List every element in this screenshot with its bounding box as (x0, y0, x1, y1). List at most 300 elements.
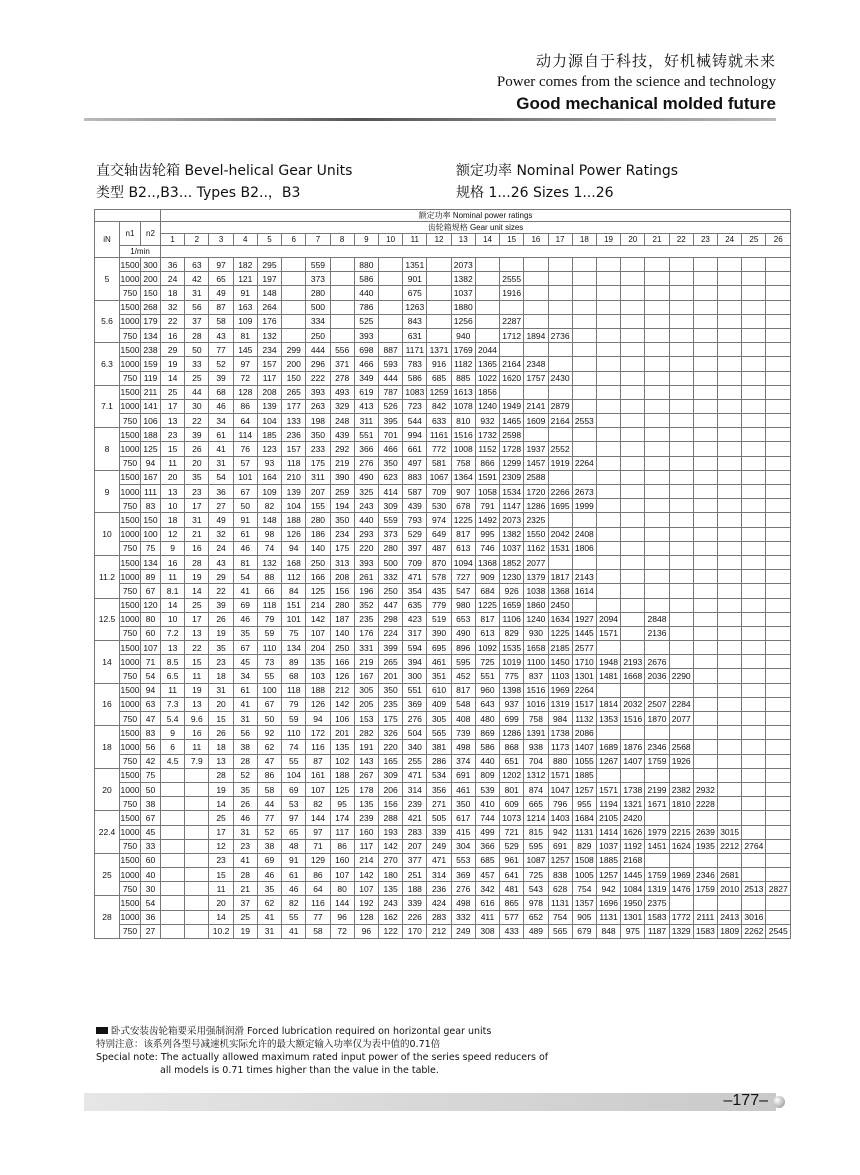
power-cell: 2264 (572, 683, 596, 697)
power-cell (596, 300, 620, 314)
power-cell: 14 (209, 797, 233, 811)
power-cell (621, 598, 645, 612)
power-cell: 909 (475, 570, 499, 584)
power-cell: 11 (161, 570, 185, 584)
n1-cell: 1500 (120, 470, 141, 484)
power-cell: 72 (233, 371, 257, 385)
power-cell: 885 (451, 371, 475, 385)
power-cell: 61 (282, 868, 306, 882)
power-cell: 299 (282, 343, 306, 357)
power-cell: 188 (330, 768, 354, 782)
power-cell (742, 896, 766, 910)
power-cell: 665 (524, 797, 548, 811)
power-cell: 168 (282, 555, 306, 569)
power-cell (742, 314, 766, 328)
power-cell (645, 768, 669, 782)
power-cell: 25 (161, 385, 185, 399)
power-cell: 233 (306, 442, 330, 456)
power-cell: 2827 (766, 882, 791, 896)
power-cell: 2598 (500, 428, 524, 442)
power-cell (621, 541, 645, 555)
n2-cell: 63 (141, 697, 161, 711)
power-cell: 1407 (621, 754, 645, 768)
power-cell (718, 371, 742, 385)
power-cell (645, 428, 669, 442)
power-cell: 1286 (524, 499, 548, 513)
power-cell: 47 (257, 754, 281, 768)
power-cell (669, 626, 693, 640)
size-header: 15 (500, 234, 524, 246)
power-cell: 122 (378, 924, 402, 938)
power-cell: 2382 (669, 782, 693, 796)
power-cell: 2094 (596, 612, 620, 626)
power-cell: 2164 (548, 414, 572, 428)
ratio-cell: 20 (95, 768, 120, 811)
table-row (95, 853, 791, 867)
power-cell: 276 (354, 456, 378, 470)
power-cell (645, 328, 669, 342)
power-cell (742, 343, 766, 357)
power-cell (718, 782, 742, 796)
power-cell: 107 (306, 782, 330, 796)
power-cell: 1481 (596, 669, 620, 683)
power-cell: 30 (185, 399, 209, 413)
power-cell (185, 882, 209, 896)
ratio-cell: 16 (95, 683, 120, 726)
power-cell: 586 (403, 371, 427, 385)
power-cell: 292 (330, 442, 354, 456)
size-header: 17 (548, 234, 572, 246)
power-cell: 15 (185, 655, 209, 669)
power-cell: 13 (185, 626, 209, 640)
power-cell: 264 (257, 300, 281, 314)
power-cell: 48 (282, 839, 306, 853)
power-cell: 1969 (548, 683, 572, 697)
table-row (95, 669, 791, 683)
power-cell: 351 (427, 669, 451, 683)
power-cell: 280 (306, 286, 330, 300)
power-cell: 212 (427, 924, 451, 938)
power-cell (669, 527, 693, 541)
power-cell: 1508 (572, 853, 596, 867)
power-cell: 19 (209, 626, 233, 640)
power-cell (621, 428, 645, 442)
power-cell: 1171 (403, 343, 427, 357)
power-cell: 76 (233, 442, 257, 456)
power-cell: 84 (282, 584, 306, 598)
power-cell: 249 (451, 924, 475, 938)
power-cell: 633 (427, 414, 451, 428)
table-row (95, 371, 791, 385)
power-cell: 148 (257, 513, 281, 527)
power-cell: 530 (427, 499, 451, 513)
power-cell: 1267 (596, 754, 620, 768)
power-cell (742, 655, 766, 669)
power-cell: 2507 (645, 697, 669, 711)
power-cell: 613 (451, 541, 475, 555)
power-cell: 106 (330, 712, 354, 726)
power-cell: 793 (403, 513, 427, 527)
lubrication-marker-icon (96, 1027, 108, 1034)
power-cell (766, 726, 791, 740)
power-cell (645, 470, 669, 484)
power-cell: 699 (500, 712, 524, 726)
power-cell: 691 (451, 768, 475, 782)
power-cell: 35 (233, 626, 257, 640)
power-cell: 46 (209, 399, 233, 413)
power-cell (766, 442, 791, 456)
power-cell (621, 272, 645, 286)
product-title: 直交轴齿轮箱 Bevel-helical Gear Units (96, 163, 353, 179)
power-cell: 409 (427, 697, 451, 711)
power-cell: 399 (378, 641, 402, 655)
power-cell: 265 (282, 385, 306, 399)
n2-cell: 150 (141, 286, 161, 300)
power-cell: 175 (330, 541, 354, 555)
power-cell: 2932 (693, 782, 717, 796)
power-cell: 1759 (693, 882, 717, 896)
power-cell: 498 (451, 896, 475, 910)
power-cell: 1516 (451, 428, 475, 442)
power-cell: 2193 (621, 655, 645, 669)
power-cell (645, 371, 669, 385)
power-cell: 7.3 (161, 697, 185, 711)
power-cell: 265 (378, 655, 402, 669)
power-cell (766, 499, 791, 513)
power-cell: 675 (403, 286, 427, 300)
power-cell (766, 896, 791, 910)
power-cell: 10 (161, 499, 185, 513)
n1-cell: 1500 (120, 768, 141, 782)
power-cell: 1684 (572, 811, 596, 825)
power-cell (645, 811, 669, 825)
power-cell (766, 584, 791, 598)
power-cell (766, 385, 791, 399)
power-cell: 1173 (548, 740, 572, 754)
power-cell: 41 (233, 853, 257, 867)
power-cell (693, 754, 717, 768)
power-cell: 880 (354, 258, 378, 272)
power-cell: 12 (161, 527, 185, 541)
power-cell: 1225 (451, 513, 475, 527)
power-cell (378, 328, 402, 342)
power-cell (718, 811, 742, 825)
power-cell: 250 (306, 328, 330, 342)
power-cell: 1732 (475, 428, 499, 442)
power-cell: 74 (282, 740, 306, 754)
power-cell (718, 385, 742, 399)
power-cell: 471 (427, 853, 451, 867)
power-cell: 135 (330, 740, 354, 754)
power-cell: 685 (475, 853, 499, 867)
power-cell: 2264 (572, 456, 596, 470)
power-cell: 397 (403, 541, 427, 555)
power-cell (621, 683, 645, 697)
n1-cell: 1000 (120, 485, 141, 499)
power-cell: 2168 (621, 853, 645, 867)
power-cell: 96 (330, 910, 354, 924)
power-cell: 249 (427, 839, 451, 853)
power-cell: 23 (233, 839, 257, 853)
power-cell (548, 555, 572, 569)
power-cell: 613 (475, 626, 499, 640)
power-cell: 224 (378, 626, 402, 640)
power-cell (693, 470, 717, 484)
power-cell: 1609 (524, 414, 548, 428)
power-cell: 81 (233, 328, 257, 342)
n1-cell: 1500 (120, 258, 141, 272)
power-cell: 236 (427, 882, 451, 896)
power-cell: 393 (306, 385, 330, 399)
power-cell: 1814 (596, 697, 620, 711)
power-cell: 125 (330, 782, 354, 796)
power-cell (378, 300, 402, 314)
power-cell: 1999 (572, 499, 596, 513)
power-cell (718, 456, 742, 470)
table-row (95, 839, 791, 853)
power-cell (185, 924, 209, 938)
power-cell: 87 (306, 754, 330, 768)
power-cell: 619 (354, 385, 378, 399)
power-cell (161, 825, 185, 839)
n1-cell: 1500 (120, 811, 141, 825)
power-cell (669, 811, 693, 825)
power-cell: 1131 (596, 910, 620, 924)
power-cell: 140 (330, 626, 354, 640)
power-cell: 1476 (669, 882, 693, 896)
power-cell (693, 300, 717, 314)
power-cell: 1937 (524, 442, 548, 456)
table-row (95, 896, 791, 910)
power-cell: 930 (524, 626, 548, 640)
n1-cell: 750 (120, 626, 141, 640)
power-cell: 21 (233, 882, 257, 896)
power-cell: 1202 (500, 768, 524, 782)
power-cell (548, 300, 572, 314)
power-cell: 586 (354, 272, 378, 286)
power-cell: 97 (306, 825, 330, 839)
power-cell: 366 (354, 442, 378, 456)
power-cell: 332 (451, 910, 475, 924)
size-header: 6 (282, 234, 306, 246)
power-cell: 593 (378, 357, 402, 371)
power-cell: 1351 (403, 258, 427, 272)
power-cell: 725 (524, 868, 548, 882)
power-cell (645, 584, 669, 598)
power-cell: 8.1 (161, 584, 185, 598)
power-cell: 1885 (596, 853, 620, 867)
ratio-cell: 11.2 (95, 555, 120, 598)
size-header: 3 (209, 234, 233, 246)
power-cell: 91 (282, 853, 306, 867)
power-cell (718, 258, 742, 272)
power-cell: 37 (233, 896, 257, 910)
power-cell: 31 (233, 825, 257, 839)
power-cell: 71 (306, 839, 330, 853)
power-cell: 104 (282, 499, 306, 513)
power-cell: 809 (475, 768, 499, 782)
power-cell: 29 (161, 343, 185, 357)
power-cell (742, 754, 766, 768)
power-cell (645, 414, 669, 428)
ratio-cell: 10 (95, 513, 120, 556)
power-cell: 408 (451, 712, 475, 726)
power-cell (645, 683, 669, 697)
power-cell: 652 (524, 910, 548, 924)
n2-cell: 36 (141, 910, 161, 924)
n1-cell: 750 (120, 712, 141, 726)
table-row (95, 811, 791, 825)
power-cell: 505 (427, 811, 451, 825)
power-cell (742, 328, 766, 342)
sizes-caption: 齿轮箱规格 Gear unit sizes (161, 222, 791, 234)
power-cell: 226 (403, 910, 427, 924)
power-cell: 35 (185, 470, 209, 484)
power-cell: 369 (403, 697, 427, 711)
power-cell (572, 442, 596, 456)
table-row (95, 598, 791, 612)
n2-cell: 60 (141, 853, 161, 867)
n2-cell: 80 (141, 612, 161, 626)
power-cell (766, 655, 791, 669)
table-row (95, 754, 791, 768)
power-cell: 995 (475, 527, 499, 541)
power-cell: 1534 (500, 485, 524, 499)
power-cell (693, 896, 717, 910)
n1-cell: 1000 (120, 314, 141, 328)
power-cell (693, 485, 717, 499)
power-cell (669, 683, 693, 697)
power-cell (718, 399, 742, 413)
power-cell (621, 328, 645, 342)
power-cell: 685 (427, 371, 451, 385)
power-cell: 239 (354, 811, 378, 825)
power-cell (766, 428, 791, 442)
power-cell: 1457 (524, 456, 548, 470)
power-cell: 61 (233, 683, 257, 697)
power-cell: 2639 (693, 825, 717, 839)
n1-cell: 1500 (120, 641, 141, 655)
power-cell: 868 (500, 740, 524, 754)
power-cell: 1894 (524, 328, 548, 342)
power-cell (669, 570, 693, 584)
n2-cell: 159 (141, 357, 161, 371)
power-cell: 135 (354, 797, 378, 811)
power-cell (161, 910, 185, 924)
power-cell: 2143 (572, 570, 596, 584)
power-cell (645, 442, 669, 456)
power-cell: 117 (354, 839, 378, 853)
power-cell (718, 272, 742, 286)
table-row (95, 712, 791, 726)
power-cell: 174 (330, 811, 354, 825)
power-cell (161, 839, 185, 853)
power-cell (548, 385, 572, 399)
power-cell: 942 (596, 882, 620, 896)
power-cell: 19 (185, 570, 209, 584)
table-row (95, 414, 791, 428)
power-cell: 2879 (548, 399, 572, 413)
power-cell: 313 (330, 555, 354, 569)
power-cell: 1948 (596, 655, 620, 669)
power-cell (596, 456, 620, 470)
power-cell (718, 612, 742, 626)
power-cell: 67 (233, 485, 257, 499)
power-cell (621, 314, 645, 328)
power-cell: 94 (306, 712, 330, 726)
power-cell: 80 (330, 882, 354, 896)
power-cell: 16 (185, 541, 209, 555)
slogan-bold: Good mechanical molded future (516, 94, 776, 113)
power-cell: 214 (306, 598, 330, 612)
power-cell: 2588 (524, 470, 548, 484)
power-cell (742, 258, 766, 272)
power-cell: 635 (403, 598, 427, 612)
power-cell: 334 (306, 314, 330, 328)
size-header: 18 (572, 234, 596, 246)
power-cell (621, 499, 645, 513)
n1-cell: 750 (120, 754, 141, 768)
power-cell: 490 (354, 470, 378, 484)
power-cell: 1759 (645, 754, 669, 768)
power-cell: 160 (354, 825, 378, 839)
power-cell: 151 (282, 598, 306, 612)
table-row (95, 385, 791, 399)
power-cell (693, 598, 717, 612)
power-cell: 2736 (548, 328, 572, 342)
power-cell: 739 (451, 726, 475, 740)
power-cell: 62 (257, 740, 281, 754)
power-cell: 24 (161, 272, 185, 286)
power-cell: 395 (378, 414, 402, 428)
power-cell (185, 811, 209, 825)
power-cell (621, 300, 645, 314)
power-cell (718, 499, 742, 513)
power-cell (621, 584, 645, 598)
power-cell: 1696 (596, 896, 620, 910)
power-cell (693, 612, 717, 626)
power-cell (645, 527, 669, 541)
power-cell (669, 328, 693, 342)
power-cell (282, 258, 306, 272)
power-cell: 9 (161, 726, 185, 740)
power-cell: 182 (233, 258, 257, 272)
power-cell: 62 (257, 896, 281, 910)
power-cell (621, 555, 645, 569)
power-cell: 82 (282, 896, 306, 910)
sizes-title: 规格 1...26 Sizes 1...26 (456, 185, 614, 201)
power-cell: 2764 (742, 839, 766, 853)
power-cell: 1319 (645, 882, 669, 896)
power-cell (185, 839, 209, 853)
power-cell: 1357 (572, 896, 596, 910)
power-cell: 14 (161, 598, 185, 612)
power-cell: 142 (306, 612, 330, 626)
power-cell: 2287 (500, 314, 524, 328)
power-cell: 50 (185, 343, 209, 357)
n2-cell: 134 (141, 555, 161, 569)
power-cell: 1885 (572, 768, 596, 782)
power-cell (161, 882, 185, 896)
power-cell (742, 555, 766, 569)
n1-cell: 1500 (120, 683, 141, 697)
power-cell (742, 797, 766, 811)
power-cell (621, 626, 645, 640)
power-cell: 98 (257, 527, 281, 541)
power-cell: 394 (403, 655, 427, 669)
power-cell: 58 (209, 314, 233, 328)
power-cell: 340 (403, 740, 427, 754)
